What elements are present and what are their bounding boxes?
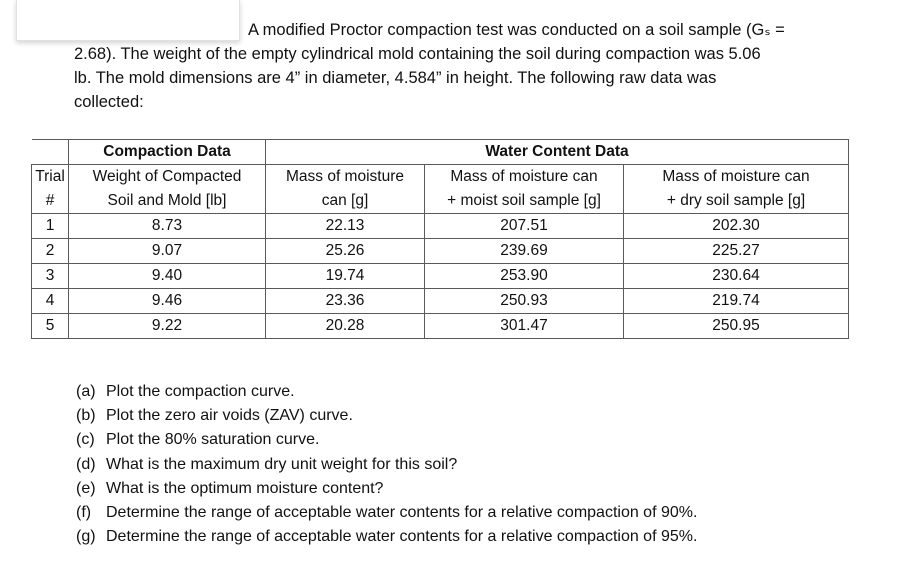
moist-mass-cell: 250.93 — [425, 289, 624, 314]
can-mass-cell: 22.13 — [266, 214, 425, 239]
question-item — [76, 525, 836, 549]
empty-corner-cell — [32, 140, 69, 165]
question-label: (d) — [76, 455, 96, 473]
can-mass-cell: 19.74 — [266, 264, 425, 289]
dry-mass-cell: 202.30 — [624, 214, 849, 239]
question-text: Plot the 80% saturation curve. — [106, 431, 320, 449]
question-label: (f) — [76, 504, 92, 522]
weight-cell: 8.73 — [69, 214, 266, 239]
table-column-header-row-1 — [32, 165, 849, 190]
header-trial: Trial — [32, 165, 69, 190]
header-can-line1: Mass of moisture — [266, 165, 425, 190]
question-label: (b) — [76, 407, 96, 425]
trial-cell: 2 — [32, 239, 69, 264]
problem-statement — [74, 18, 854, 114]
moist-mass-cell: 253.90 — [425, 264, 624, 289]
question-item — [76, 404, 836, 428]
table-row — [32, 314, 849, 339]
question-label: (g) — [76, 528, 96, 546]
header-moist-line2: + moist soil sample [g] — [425, 189, 624, 214]
water-content-data-heading: Water Content Data — [266, 140, 849, 165]
weight-cell: 9.07 — [69, 239, 266, 264]
question-text: Plot the zero air voids (ZAV) curve. — [106, 407, 353, 425]
question-item — [76, 477, 836, 501]
question-label: (a) — [76, 383, 96, 400]
question-text: Determine the range of acceptable water contents for a relative compaction of 95%. — [106, 528, 698, 546]
question-text: Plot the compaction curve. — [106, 383, 295, 400]
trial-cell: 4 — [32, 289, 69, 314]
table-column-header-row-2 — [32, 189, 849, 214]
weight-cell: 9.46 — [69, 289, 266, 314]
table-row — [32, 214, 849, 239]
can-mass-cell: 20.28 — [266, 314, 425, 339]
header-weight-line1: Weight of Compacted — [69, 165, 266, 190]
table-group-header-row — [32, 140, 849, 165]
question-label: (e) — [76, 479, 96, 497]
weight-cell: 9.40 — [69, 264, 266, 289]
table-row — [32, 239, 849, 264]
question-item — [76, 453, 836, 477]
dry-mass-cell: 250.95 — [624, 314, 849, 339]
can-mass-cell: 23.36 — [266, 289, 425, 314]
trial-cell: 1 — [32, 214, 69, 239]
compaction-data-heading: Compaction Data — [69, 140, 266, 165]
header-moist-line1: Mass of moisture can — [425, 165, 624, 190]
intro-line-3: lb. The mold dimensions are 4” in diameter, 4.584” in height. The following raw data was — [74, 69, 717, 87]
table-row — [32, 289, 849, 314]
question-text: What is the maximum dry unit weight for this soil? — [106, 455, 458, 473]
question-text: What is the optimum moisture content? — [106, 479, 384, 497]
question-item — [76, 428, 836, 452]
intro-line-4: collected: — [74, 93, 144, 111]
can-mass-cell: 25.26 — [266, 239, 425, 264]
trial-cell: 5 — [32, 314, 69, 339]
dry-mass-cell: 230.64 — [624, 264, 849, 289]
weight-cell: 9.22 — [69, 314, 266, 339]
question-text: Determine the range of acceptable water contents for a relative compaction of 90%. — [106, 504, 698, 522]
trial-cell: 3 — [32, 264, 69, 289]
header-can-line2: can [g] — [266, 189, 425, 214]
question-item — [76, 380, 836, 404]
dry-mass-cell: 219.74 — [624, 289, 849, 314]
moist-mass-cell: 239.69 — [425, 239, 624, 264]
intro-line-1: A modified Proctor compaction test was conducted on a soil sample (Gₛ = — [248, 21, 785, 39]
header-dry-line1: Mass of moisture can — [624, 165, 849, 190]
header-weight-line2: Soil and Mold [lb] — [69, 189, 266, 214]
header-trial-number: # — [32, 189, 69, 214]
intro-line-2: 2.68). The weight of the empty cylindrical mold containing the soil during compaction was 5.06 — [74, 45, 761, 63]
question-list — [76, 380, 836, 549]
question-label: (c) — [76, 431, 95, 449]
moist-mass-cell: 301.47 — [425, 314, 624, 339]
question-item — [76, 501, 836, 525]
compaction-data-table — [31, 139, 849, 339]
table-row — [32, 264, 849, 289]
moist-mass-cell: 207.51 — [425, 214, 624, 239]
dry-mass-cell: 225.27 — [624, 239, 849, 264]
header-dry-line2: + dry soil sample [g] — [624, 189, 849, 214]
